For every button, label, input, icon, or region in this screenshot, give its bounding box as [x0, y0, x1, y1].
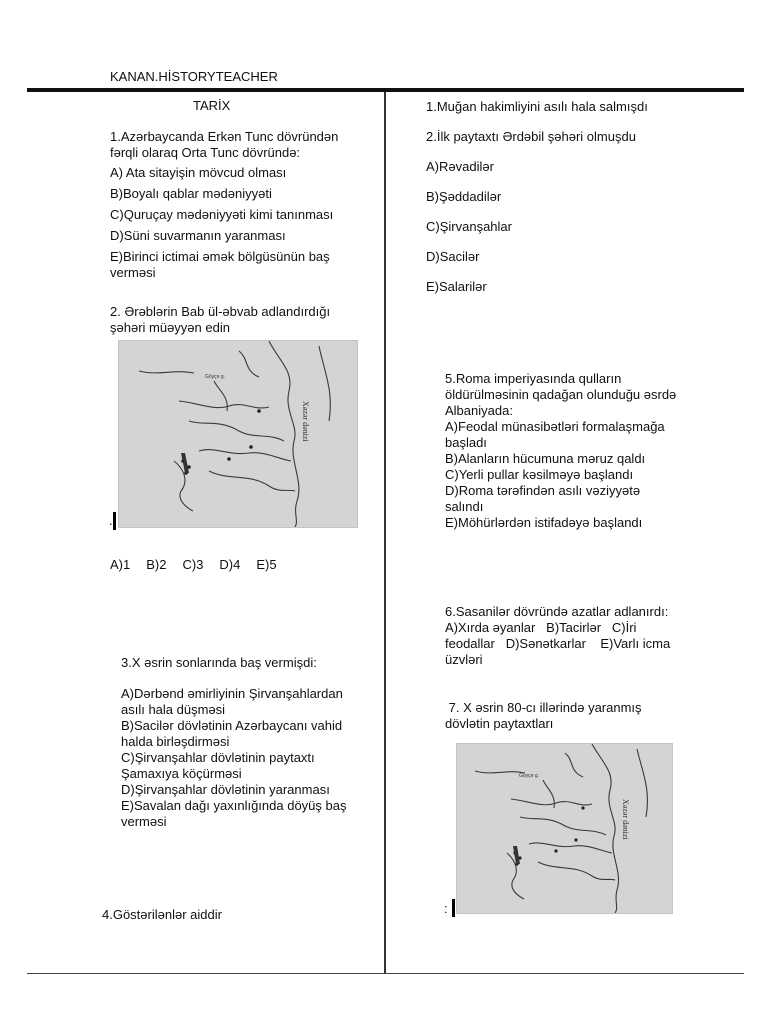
q5-line: başladı — [445, 435, 487, 450]
question-1 — [110, 129, 338, 281]
q3-line: C)Şirvanşahlar dövlətinin paytaxtı — [121, 750, 315, 765]
q3-line: D)Şirvanşahlar dövlətinin yaranması — [121, 782, 330, 797]
question-6 — [445, 604, 670, 668]
q4-item-2: 2.İlk paytaxtı Ərdəbil şəhəri olmuşdu — [426, 129, 636, 144]
q3-line: Şamaxıya köçürməsi — [121, 766, 242, 781]
q6-line: A)Xırda əyanlar B)Tacirlər C)İri — [445, 620, 637, 635]
question-3 — [121, 655, 346, 830]
q7-line: dövlətin paytaxtları — [445, 716, 554, 731]
q5-line: D)Roma tərəfindən asılı vəziyyətə — [445, 483, 641, 498]
q1-option-d: D)Süni suvarmanın yaranması — [110, 228, 286, 243]
q5-line: B)Alanların hücumuna məruz qaldı — [445, 451, 646, 466]
q6-line: 6.Sasanilər dövründə azatlar adlanırdı: — [445, 604, 669, 619]
q3-title: 3.X əsrin sonlarında baş vermişdi: — [121, 655, 317, 670]
map-lake-label: Göyçə g. — [205, 374, 226, 380]
q4-option-c: C)Şirvanşahlar — [426, 219, 512, 234]
q2-option-d: D)4 — [219, 557, 241, 572]
q3-line: E)Savalan dağı yaxınlığında döyüş baş — [121, 798, 347, 813]
q7-line: 7. X əsrin 80-cı illərində yaranmış — [445, 700, 642, 715]
q1-line: 1.Azərbaycanda Erkən Tunc dövründən — [110, 129, 339, 144]
q5-line: C)Yerli pullar kəsilməyə başlandı — [445, 467, 634, 482]
q1-line: fərqli olaraq Orta Tunc dövründə: — [110, 145, 301, 160]
map-sea-label: Xəzər dənizi — [301, 401, 310, 442]
map-image-q7 — [456, 743, 673, 914]
q1-option-c: C)Quruçay mədəniyyəti kimi tanınması — [110, 207, 334, 222]
q2-option-c: C)3 — [182, 557, 204, 572]
q3-line: A)Dərbənd əmirliyinin Şirvanşahlardan — [121, 686, 343, 701]
q6-line: üzvləri — [445, 652, 483, 667]
q6-line: feodallar D)Sənətkarlar E)Varlı icma — [445, 636, 671, 651]
q5-line: 5.Roma imperiyasında qulların — [445, 371, 622, 386]
map-lake-label: Göyçə g. — [519, 773, 540, 779]
q1-option-e: verməsi — [110, 265, 156, 280]
question-2 — [110, 304, 330, 336]
q3-line: halda birləşdirməsi — [121, 734, 230, 749]
q5-line: E)Möhürlərdən istifadəyə başlandı — [445, 515, 643, 530]
q4-item-1: 1.Muğan hakimliyini asılı hala salmışdı — [426, 99, 648, 114]
text-cursor — [452, 899, 455, 917]
map-marker-prefix: . — [109, 513, 113, 528]
q2-option-e: E)5 — [256, 557, 277, 572]
map-marker-prefix: : — [444, 901, 448, 916]
q1-option-e: E)Birinci ictimai əmək bölgüsünün baş — [110, 249, 330, 264]
q1-option-b: B)Boyalı qablar mədəniyyəti — [110, 186, 272, 201]
q4-items — [426, 99, 648, 295]
q2-option-a: A)1 — [110, 557, 131, 572]
q4-option-e: E)Salarilər — [426, 279, 487, 294]
q5-line: A)Feodal münasibətləri formalaşmağa — [445, 419, 665, 434]
q2-options — [110, 557, 293, 573]
q4-option-b: B)Şəddadilər — [426, 189, 502, 204]
q2-line: şəhəri müəyyən edin — [110, 320, 230, 335]
section-title: TARİX — [193, 98, 231, 113]
question-7 — [445, 700, 642, 732]
q2-line: 2. Ərəblərin Bab ül-əbvab adlandırdığı — [110, 304, 331, 319]
q3-line: verməsi — [121, 814, 167, 829]
q5-line: Albaniyada: — [445, 403, 513, 418]
column-divider — [384, 92, 386, 974]
q5-line: öldürülməsinin qadağan olunduğu əsrdə — [445, 387, 677, 402]
question-5 — [445, 371, 676, 531]
footer-rule — [27, 973, 744, 974]
q4-option-a: A)Rəvadilər — [426, 159, 494, 174]
q1-option-a: A) Ata sitayişin mövcud olması — [110, 165, 287, 180]
q2-option-b: B)2 — [146, 557, 167, 572]
map-sea-label: Xəzər dənizi — [621, 799, 630, 840]
map-image-q2 — [118, 340, 358, 528]
q3-line: asılı hala düşməsi — [121, 702, 226, 717]
q4-option-d: D)Sacilər — [426, 249, 480, 264]
q4-title: 4.Göstərilənlər aiddir — [102, 907, 222, 922]
header-author: KANAN.HİSTORYTEACHER — [110, 69, 278, 84]
q3-line: B)Sacilər dövlətinin Azərbaycanı vahid — [121, 718, 343, 733]
text-cursor — [113, 512, 116, 530]
q5-line: salındı — [445, 499, 484, 514]
